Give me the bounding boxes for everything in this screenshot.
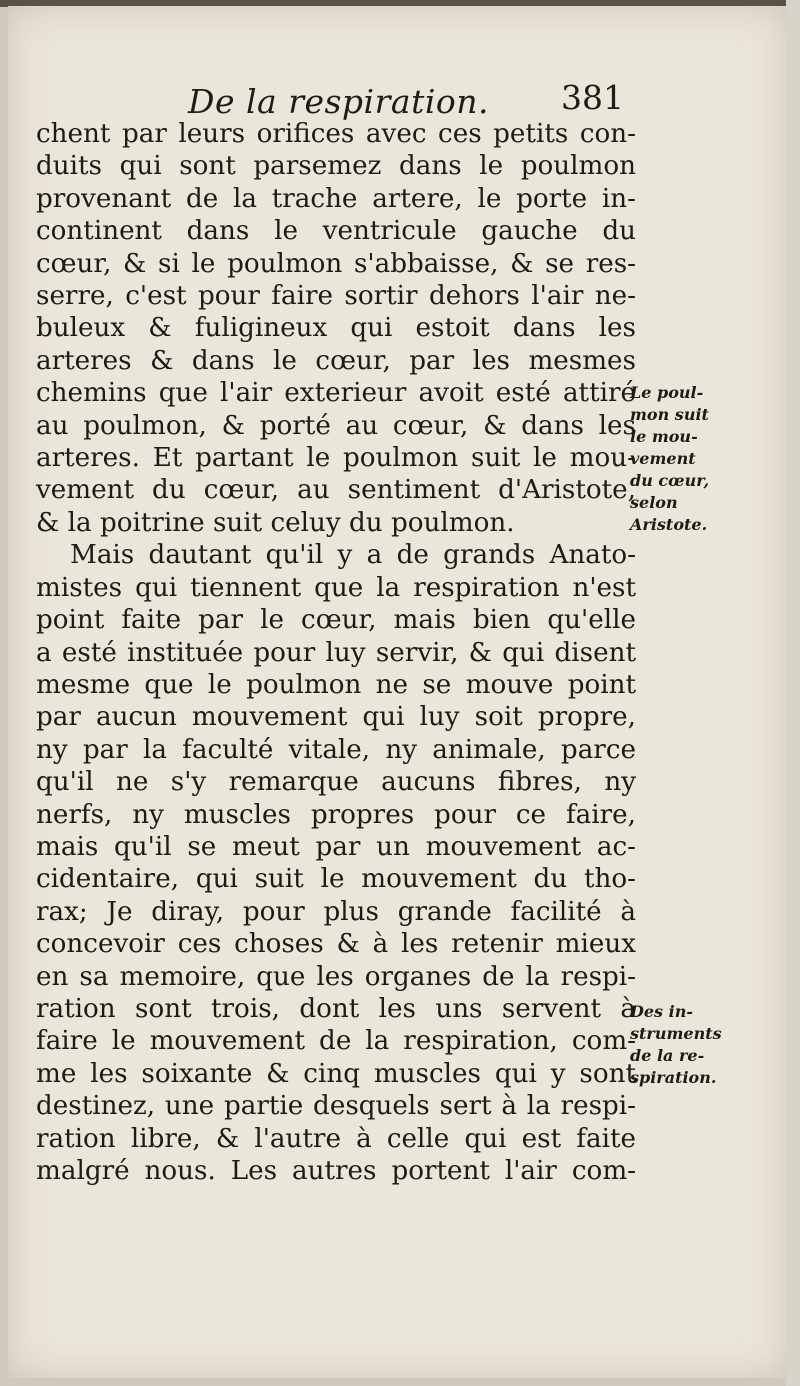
text-line: point faite par le cœur, mais bien qu'elle [36,605,636,636]
page-right-edge [786,0,800,1386]
margin-note-line: struments [630,1024,722,1043]
text-line: Mais dautant qu'il y a de grands Anato- [70,540,636,571]
text-line: concevoir ces choses & à les retenir mieux [36,929,636,960]
text-line: arteres. Et partant le poulmon suit le mou- [36,443,636,474]
margin-note-line: Le poul- [630,383,704,402]
text-line: malgré nous. Les autres portent l'air com- [36,1156,636,1186]
book-page [8,6,788,1378]
text-line: mistes qui tiennent que la respiration n'est [36,572,636,603]
margin-note-instruments [630,1001,760,1089]
text-line: duits qui sont parsemez dans le poulmon [36,151,636,182]
margin-note-line: selon [630,493,678,512]
margin-note-line: vement [630,449,696,468]
margin-note-line: Aristote. [630,515,708,534]
text-line: continent dans le ventricule gauche du [36,216,636,247]
text-line: en sa memoire, que les organes de la respi- [36,961,636,992]
text-line: nerfs, ny muscles propres pour ce faire, [36,799,636,830]
text-line: & la poitrine suit celuy du poulmon. [36,507,515,538]
text-line: buleux & fuligineux qui estoit dans les [36,313,636,344]
text-line: ration libre, & l'autre à celle qui est faite [36,1123,636,1154]
text-line: ny par la faculté vitale, ny animale, parce [36,734,636,765]
margin-note-line: le mou- [630,427,698,446]
text-line: provenant de la trache artere, le porte in- [36,183,636,214]
margin-note-line: mon suit [630,405,709,424]
text-line: par aucun mouvement qui luy soit propre, [36,702,636,733]
text-line: cœur, & si le poulmon s'abbaisse, & se res- [36,248,636,279]
page-number: 381 [561,78,624,117]
text-line: destinez, une partie desquels sert à la respi- [36,1091,636,1122]
text-line: au poulmon, & porté au cœur, & dans les [36,410,636,441]
text-line: a esté instituée pour luy servir, & qui disent [36,637,636,668]
margin-note-line: spiration. [630,1068,717,1087]
text-line: serre, c'est pour faire sortir dehors l'air ne- [36,281,636,312]
text-line: chent par leurs orifices avec ces petits con- [36,119,636,149]
text-line: chemins que l'air exterieur avoit esté attiré [36,378,636,409]
text-line: mais qu'il se meut par un mouvement ac- [36,831,636,862]
text-line: vement du cœur, au sentiment d'Aristote, [36,475,636,506]
text-line: arteres & dans le cœur, par les mesmes [36,345,636,376]
margin-note-line: de la re- [630,1046,705,1065]
margin-note-line: Des in- [630,1002,693,1021]
text-line: rax; Je diray, pour plus grande facilité à [36,896,636,927]
text-line: mesme que le poulmon ne se mouve point [36,669,636,700]
margin-note-aristote [630,382,760,536]
text-line: me les soixante & cinq muscles qui y sont [36,1058,636,1089]
text-line: cidentaire, qui suit le mouvement du tho- [36,864,636,895]
running-head: De la respiration. [188,82,489,121]
text-line: faire le mouvement de la respiration, com- [36,1026,636,1057]
text-line: ration sont trois, dont les uns servent à [36,993,636,1024]
body-text [36,118,636,1187]
text-line: qu'il ne s'y remarque aucuns fibres, ny [36,767,636,798]
margin-note-line: du cœur, [630,471,710,490]
